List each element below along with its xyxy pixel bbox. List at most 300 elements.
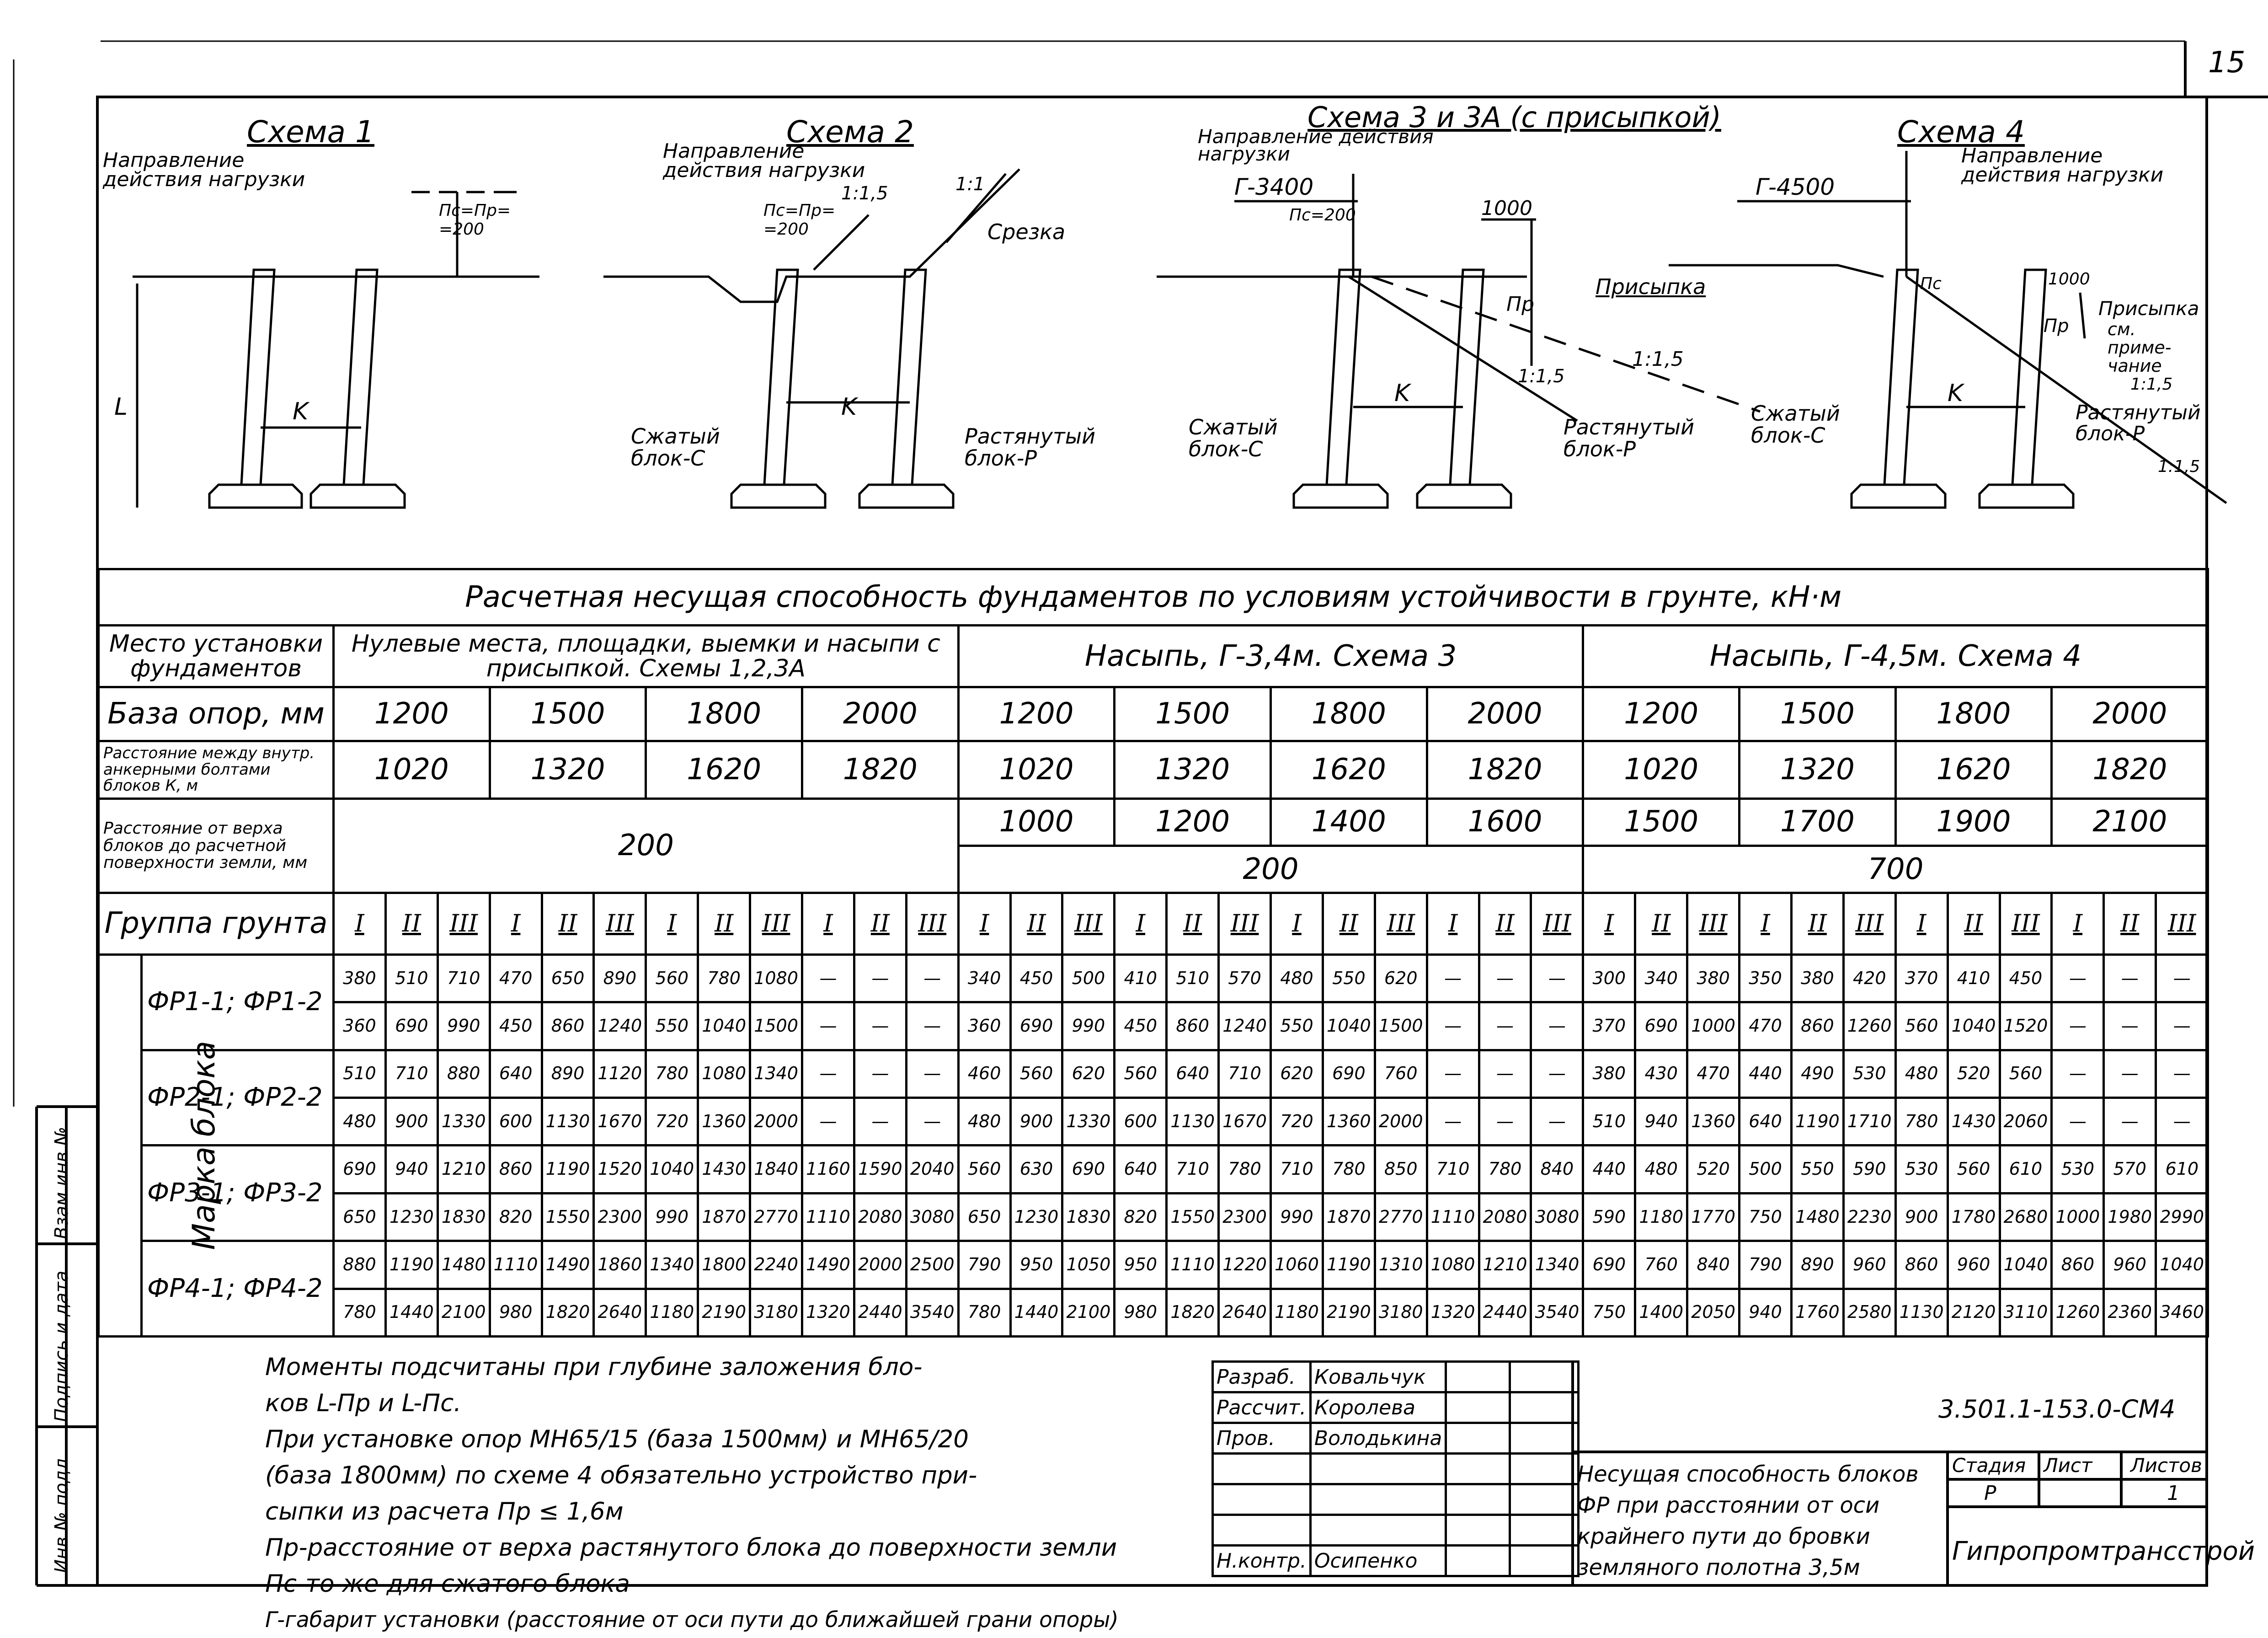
scheme2-slope2: 1:1 — [955, 174, 985, 195]
soil-group: I — [1427, 893, 1479, 955]
scheme4-note: см. приме- чание — [2108, 319, 2172, 376]
capacity-value: 450 — [490, 1002, 542, 1050]
capacity-value: 710 — [1219, 1050, 1271, 1097]
capacity-value: 510 — [385, 954, 438, 1002]
capacity-value: 760 — [1635, 1241, 1687, 1289]
capacity-value: — — [1427, 1050, 1479, 1097]
doc-code: 3.501.1-153.0-СМ4 — [1938, 1395, 2176, 1424]
scheme1-K: K — [293, 398, 309, 425]
table-row — [99, 687, 2208, 741]
soil-group: II — [1948, 893, 2000, 955]
note-line: (база 1800мм) по схеме 4 обязательно устройство при- — [265, 1461, 977, 1489]
capacity-value: — — [1531, 1050, 1583, 1097]
capacity-value: — — [1479, 1050, 1531, 1097]
capacity-value: — — [906, 1050, 958, 1097]
capacity-value: — — [2156, 1098, 2208, 1146]
capacity-value: 2080 — [854, 1193, 906, 1241]
capacity-value: 940 — [1635, 1098, 1687, 1146]
base-value: 1500 — [490, 687, 646, 741]
capacity-value: 1180 — [646, 1289, 698, 1336]
capacity-value: 600 — [490, 1098, 542, 1146]
block-name-text: ФР1-1; ФР1-2 — [147, 987, 323, 1017]
capacity-value: 620 — [1375, 954, 1427, 1002]
capacity-value: 780 — [1219, 1146, 1271, 1193]
table-row — [99, 1241, 2208, 1289]
capacity-value: 1210 — [438, 1146, 490, 1193]
capacity-value: 1160 — [802, 1146, 854, 1193]
scheme2-title: Схема 2 — [786, 114, 914, 150]
capacity-value: 3540 — [906, 1289, 958, 1336]
capacity-value: 1440 — [385, 1289, 438, 1336]
capacity-value: 720 — [1271, 1098, 1323, 1146]
capacity-value: 640 — [1167, 1050, 1219, 1097]
capacity-value: 510 — [1583, 1098, 1635, 1146]
k-value: 1020 — [334, 741, 490, 798]
capacity-value: — — [1427, 1002, 1479, 1050]
capacity-value: 440 — [1740, 1050, 1792, 1097]
capacity-value: 1670 — [594, 1098, 646, 1146]
capacity-value: 480 — [958, 1098, 1010, 1146]
capacity-value: 880 — [334, 1241, 386, 1289]
capacity-value: 590 — [1843, 1146, 1895, 1193]
note-line: сыпки из расчета Пр ≤ 1,6м — [265, 1498, 624, 1526]
capacity-value: 1490 — [542, 1241, 594, 1289]
organization: Гипропромтрансстрой — [1952, 1536, 2255, 1566]
capacity-value: 960 — [1843, 1241, 1895, 1289]
block-name-text: ФР3-1; ФР3-2 — [147, 1178, 323, 1208]
tb-name: Ковальчук — [1310, 1362, 1446, 1392]
pr-value: 200 — [334, 798, 959, 893]
soil-group: I — [334, 893, 386, 955]
capacity-value: 860 — [490, 1146, 542, 1193]
capacity-value: 720 — [646, 1098, 698, 1146]
capacity-value: 1000 — [2052, 1193, 2104, 1241]
capacity-value: 2100 — [438, 1289, 490, 1336]
scheme4-slope2: 1:1,5 — [2158, 457, 2200, 476]
capacity-value: 690 — [1010, 1002, 1062, 1050]
soil-group: I — [802, 893, 854, 955]
capacity-value: 1360 — [1323, 1098, 1375, 1146]
scheme1-direction: Направление действия нагрузки — [103, 149, 305, 191]
capacity-value: 380 — [1687, 954, 1740, 1002]
tb-sheet-header: Лист — [2044, 1454, 2092, 1477]
table-row — [99, 1289, 2208, 1336]
capacity-value: 1480 — [438, 1241, 490, 1289]
distance-label: Расстояние от верха блоков до расчетной поверхности земли, мм — [99, 798, 334, 893]
capacity-value: 990 — [1062, 1002, 1115, 1050]
capacity-value: 640 — [1115, 1146, 1167, 1193]
soil-group: III — [438, 893, 490, 955]
capacity-value: 1220 — [1219, 1241, 1271, 1289]
notes — [265, 1349, 1207, 1638]
scheme4-K: K — [1948, 380, 1964, 407]
capacity-value: 860 — [1895, 1241, 1948, 1289]
scheme2-direction: Направление действия нагрузки — [663, 139, 865, 182]
capacity-value: 480 — [1635, 1146, 1687, 1193]
soil-group: II — [1010, 893, 1062, 955]
capacity-value: — — [854, 1002, 906, 1050]
scheme1-title: Схема 1 — [247, 114, 374, 150]
capacity-value: 1310 — [1375, 1241, 1427, 1289]
capacity-value: 370 — [1583, 1002, 1635, 1050]
capacity-value: 1240 — [594, 1002, 646, 1050]
capacity-value: 1500 — [750, 1002, 802, 1050]
capacity-value: 780 — [1479, 1146, 1531, 1193]
soil-group: II — [1635, 893, 1687, 955]
capacity-value: 450 — [1115, 1002, 1167, 1050]
tb-stage-header: Стадия — [1952, 1454, 2026, 1477]
capacity-value: 1110 — [1167, 1241, 1219, 1289]
capacity-value: 1820 — [1167, 1289, 1219, 1336]
capacity-value: 2640 — [1219, 1289, 1271, 1336]
capacity-value: 550 — [1323, 954, 1375, 1002]
capacity-value: 550 — [1271, 1002, 1323, 1050]
soil-group: III — [1062, 893, 1115, 955]
capacity-value: 1330 — [438, 1098, 490, 1146]
scheme4-stretched: Растянутый блок-Р — [2076, 401, 2201, 445]
marka-label — [99, 954, 223, 1336]
capacity-value: 3080 — [1531, 1193, 1583, 1241]
capacity-value: 1500 — [1375, 1002, 1427, 1050]
tb-role: Разраб. — [1213, 1362, 1311, 1392]
capacity-value: 710 — [1271, 1146, 1323, 1193]
scheme1-L: L — [114, 393, 128, 421]
tb-sheets-header: Листов — [2130, 1454, 2202, 1477]
capacity-value: 550 — [1791, 1146, 1843, 1193]
capacity-value: 1340 — [750, 1050, 802, 1097]
k-value: 1820 — [2052, 741, 2208, 798]
soil-group: III — [1687, 893, 1740, 955]
k-value: 1620 — [646, 741, 802, 798]
scheme2-stretched: Растянутый блок-Р — [965, 424, 1095, 471]
capacity-value: 560 — [958, 1146, 1010, 1193]
capacity-value: 1320 — [802, 1289, 854, 1336]
capacity-value: 780 — [1895, 1098, 1948, 1146]
capacity-value: 600 — [1115, 1098, 1167, 1146]
capacity-value: 1820 — [542, 1289, 594, 1336]
capacity-value: 2360 — [2104, 1289, 2156, 1336]
soil-group: II — [854, 893, 906, 955]
table-row — [99, 626, 2208, 687]
tb-name: Королева — [1310, 1392, 1446, 1423]
capacity-value: 1190 — [1791, 1098, 1843, 1146]
capacity-value: 860 — [1791, 1002, 1843, 1050]
capacity-value: 990 — [646, 1193, 698, 1241]
base-value: 1500 — [1115, 687, 1271, 741]
group-header: Насыпь, Г-3,4м. Схема 3 — [958, 626, 1583, 687]
base-value: 2000 — [1427, 687, 1583, 741]
capacity-value: 1080 — [698, 1050, 750, 1097]
table-row — [99, 741, 2208, 798]
capacity-value: 2580 — [1843, 1289, 1895, 1336]
capacity-value: 990 — [438, 1002, 490, 1050]
capacity-value: 1210 — [1479, 1241, 1531, 1289]
soil-group: III — [750, 893, 802, 955]
soil-group: I — [646, 893, 698, 955]
table-row — [99, 569, 2208, 626]
block-name — [142, 1241, 334, 1337]
capacity-value: 460 — [958, 1050, 1010, 1097]
soil-group: II — [1791, 893, 1843, 955]
soil-label: Группа грунта — [99, 893, 334, 955]
capacity-value: 2640 — [594, 1289, 646, 1336]
scheme3-gabarit: Г-3400 — [1234, 174, 1314, 200]
base-value: 1800 — [1271, 687, 1427, 741]
capacity-value: 780 — [958, 1289, 1010, 1336]
capacity-value: 1130 — [1895, 1289, 1948, 1336]
capacity-value: — — [1531, 954, 1583, 1002]
base-label: База опор, мм — [99, 687, 334, 741]
tb-stage: Р — [1984, 1482, 1996, 1505]
capacity-value: 520 — [1687, 1146, 1740, 1193]
capacity-value: 860 — [1167, 1002, 1219, 1050]
capacity-value: 1870 — [1323, 1193, 1375, 1241]
capacity-value: 690 — [385, 1002, 438, 1050]
capacity-value: 1480 — [1791, 1193, 1843, 1241]
capacity-value: — — [802, 1050, 854, 1097]
k-value: 1020 — [958, 741, 1115, 798]
capacity-value: 690 — [334, 1146, 386, 1193]
capacity-value: 820 — [490, 1193, 542, 1241]
capacity-value: 1040 — [1948, 1002, 2000, 1050]
capacity-value: 1780 — [1948, 1193, 2000, 1241]
soil-group: III — [2156, 893, 2208, 955]
soil-group: I — [1115, 893, 1167, 955]
capacity-value: 530 — [1843, 1050, 1895, 1097]
group-header: Нулевые места, площадки, выемки и насыпи с присыпкой. Схемы 1,2,3А — [334, 626, 959, 687]
capacity-value: 690 — [1635, 1002, 1687, 1050]
capacity-value: 1710 — [1843, 1098, 1895, 1146]
capacity-value: 430 — [1635, 1050, 1687, 1097]
capacity-value: 560 — [1115, 1050, 1167, 1097]
capacity-value: 860 — [542, 1002, 594, 1050]
scheme3-K: K — [1394, 380, 1410, 407]
scheme3-compressed: Сжатый блок-С — [1189, 415, 1278, 461]
capacity-value: 440 — [1583, 1146, 1635, 1193]
capacity-value: 1440 — [1010, 1289, 1062, 1336]
capacity-value: 1830 — [438, 1193, 490, 1241]
capacity-value: 880 — [438, 1050, 490, 1097]
soil-group: III — [906, 893, 958, 955]
pr-value: 1500 — [1583, 798, 1740, 846]
capacity-value: 1130 — [1167, 1098, 1219, 1146]
capacity-value: 2040 — [906, 1146, 958, 1193]
capacity-value: 560 — [646, 954, 698, 1002]
capacity-table — [97, 568, 2209, 1338]
soil-group: III — [594, 893, 646, 955]
capacity-value: — — [2104, 954, 2156, 1002]
capacity-value: 1590 — [854, 1146, 906, 1193]
capacity-value: 1040 — [1323, 1002, 1375, 1050]
capacity-value: 380 — [1583, 1050, 1635, 1097]
capacity-value: 1840 — [750, 1146, 802, 1193]
scheme4-direction: Направление действия нагрузки — [1961, 144, 2164, 187]
capacity-value: 1670 — [1219, 1098, 1271, 1146]
note-line: Моменты подсчитаны при глубине заложения бло- — [265, 1353, 923, 1381]
capacity-value: 710 — [1167, 1146, 1219, 1193]
k-value: 1620 — [1895, 741, 2052, 798]
capacity-value: 1230 — [385, 1193, 438, 1241]
capacity-value: 1230 — [1010, 1193, 1062, 1241]
capacity-value: 420 — [1843, 954, 1895, 1002]
k-value: 1320 — [1740, 741, 1896, 798]
capacity-value: 3460 — [2156, 1289, 2208, 1336]
capacity-value: — — [1479, 954, 1531, 1002]
scheme3-direction: Направление действия нагрузки — [1198, 125, 1434, 165]
table-row — [99, 1098, 2208, 1146]
soil-group: I — [1583, 893, 1635, 955]
capacity-value: 900 — [385, 1098, 438, 1146]
scheme2-K: K — [841, 393, 857, 421]
capacity-value: 610 — [2000, 1146, 2052, 1193]
capacity-value: — — [854, 1098, 906, 1146]
capacity-value: 790 — [1740, 1241, 1792, 1289]
table-row — [99, 1146, 2208, 1193]
capacity-value: — — [2156, 1002, 2208, 1050]
soil-group: II — [542, 893, 594, 955]
capacity-value: 340 — [958, 954, 1010, 1002]
note-line: При установке опор МН65/15 (база 1500мм) и МН65/20 — [265, 1425, 969, 1453]
k-value: 1820 — [1427, 741, 1583, 798]
soil-group: I — [958, 893, 1010, 955]
soil-group: II — [1167, 893, 1219, 955]
capacity-value: — — [2052, 1098, 2104, 1146]
capacity-value: 1360 — [698, 1098, 750, 1146]
capacity-value: 960 — [1948, 1241, 2000, 1289]
capacity-value: 1800 — [698, 1241, 750, 1289]
capacity-value: 360 — [334, 1002, 386, 1050]
capacity-value: 490 — [1791, 1050, 1843, 1097]
capacity-value: 510 — [1167, 954, 1219, 1002]
capacity-value: 2060 — [2000, 1098, 2052, 1146]
capacity-value: 1980 — [2104, 1193, 2156, 1241]
capacity-value: 2120 — [1948, 1289, 2000, 1336]
k-value: 1320 — [1115, 741, 1271, 798]
capacity-value: 1190 — [385, 1241, 438, 1289]
capacity-value: 1550 — [542, 1193, 594, 1241]
capacity-value: 2230 — [1843, 1193, 1895, 1241]
capacity-value: 1050 — [1062, 1241, 1115, 1289]
capacity-value: 1770 — [1687, 1193, 1740, 1241]
capacity-value: 1400 — [1635, 1289, 1687, 1336]
capacity-value: 630 — [1010, 1146, 1062, 1193]
capacity-value: 2050 — [1687, 1289, 1740, 1336]
scheme4-compressed: Сжатый блок-С — [1751, 401, 1840, 448]
base-value: 1200 — [958, 687, 1115, 741]
capacity-value: 840 — [1687, 1241, 1740, 1289]
capacity-value: 610 — [2156, 1146, 2208, 1193]
capacity-value: — — [2052, 954, 2104, 1002]
capacity-value: 950 — [1115, 1241, 1167, 1289]
capacity-value: — — [1427, 954, 1479, 1002]
capacity-value: 2190 — [698, 1289, 750, 1336]
table-row — [99, 798, 2208, 846]
scheme2-compressed: Сжатый блок-С — [631, 424, 720, 471]
scheme4-pr: Пр — [2044, 316, 2069, 337]
base-value: 2000 — [2052, 687, 2208, 741]
soil-group: I — [1740, 893, 1792, 955]
capacity-value: — — [906, 954, 958, 1002]
tb-role: Пров. — [1213, 1423, 1311, 1454]
capacity-value: 1260 — [2052, 1289, 2104, 1336]
pc-value: 200 — [958, 846, 1583, 893]
place-label: Место установки фундаментов — [99, 626, 334, 687]
capacity-value: — — [802, 954, 854, 1002]
capacity-value: 480 — [334, 1098, 386, 1146]
capacity-value: 1520 — [594, 1146, 646, 1193]
base-value: 1800 — [646, 687, 802, 741]
table-title: Расчетная несущая способность фундаментов по условиям устойчивости в грунте, кН·м — [99, 569, 2208, 626]
capacity-value: 1130 — [542, 1098, 594, 1146]
capacity-value: 1360 — [1687, 1098, 1740, 1146]
tb-role: Рассчит. — [1213, 1392, 1311, 1423]
capacity-value: 1430 — [698, 1146, 750, 1193]
scheme4-title: Схема 4 — [1897, 114, 2025, 150]
scheme2-pc-pr: Пс=Пр= =200 — [763, 201, 836, 239]
scheme4-slope1: 1:1,5 — [2130, 375, 2173, 394]
capacity-value: — — [2104, 1050, 2156, 1097]
sheet-number: 15 — [2208, 46, 2246, 80]
table-row — [99, 954, 2208, 1002]
pr-value: 1900 — [1895, 798, 2052, 846]
capacity-value: 1040 — [2000, 1241, 2052, 1289]
capacity-value: 470 — [1687, 1050, 1740, 1097]
capacity-value: 1260 — [1843, 1002, 1895, 1050]
pr-value: 1200 — [1115, 798, 1271, 846]
capacity-value: 620 — [1271, 1050, 1323, 1097]
capacity-value: 860 — [2052, 1241, 2104, 1289]
marka-text: Марка блока — [186, 1041, 223, 1250]
capacity-value: 1080 — [750, 954, 802, 1002]
scheme3-pc: Пс=200 — [1289, 206, 1356, 225]
capacity-value: 2080 — [1479, 1193, 1531, 1241]
capacity-value: 710 — [385, 1050, 438, 1097]
soil-group: I — [1895, 893, 1948, 955]
capacity-value: 690 — [1583, 1241, 1635, 1289]
scheme4-pc: Пс — [1920, 274, 1942, 293]
capacity-value: 510 — [334, 1050, 386, 1097]
capacity-value: 1110 — [802, 1193, 854, 1241]
capacity-value: 2680 — [2000, 1193, 2052, 1241]
capacity-value: — — [802, 1098, 854, 1146]
capacity-value: 950 — [1010, 1241, 1062, 1289]
capacity-value: 1180 — [1271, 1289, 1323, 1336]
scheme3-fill: Присыпка — [1596, 274, 1706, 299]
soil-group: II — [2104, 893, 2156, 955]
capacity-value: 900 — [1895, 1193, 1948, 1241]
capacity-value: 780 — [1323, 1146, 1375, 1193]
capacity-value: 780 — [698, 954, 750, 1002]
capacity-value: 470 — [490, 954, 542, 1002]
capacity-value: 750 — [1740, 1193, 1792, 1241]
capacity-value: — — [2052, 1050, 2104, 1097]
capacity-value: 1240 — [1219, 1002, 1271, 1050]
pr-value: 2100 — [2052, 798, 2208, 846]
capacity-value: 560 — [1010, 1050, 1062, 1097]
capacity-value: 530 — [1895, 1146, 1948, 1193]
capacity-value: 990 — [1271, 1193, 1323, 1241]
table-row — [99, 1193, 2208, 1241]
capacity-value: 2000 — [854, 1241, 906, 1289]
scheme4-1000: 1000 — [2048, 270, 2090, 289]
capacity-value: 1000 — [1687, 1002, 1740, 1050]
soil-group: I — [2052, 893, 2104, 955]
capacity-value: 2500 — [906, 1241, 958, 1289]
k-value: 1320 — [490, 741, 646, 798]
capacity-value: 570 — [1219, 954, 1271, 1002]
capacity-value: — — [906, 1002, 958, 1050]
capacity-value: 1190 — [542, 1146, 594, 1193]
